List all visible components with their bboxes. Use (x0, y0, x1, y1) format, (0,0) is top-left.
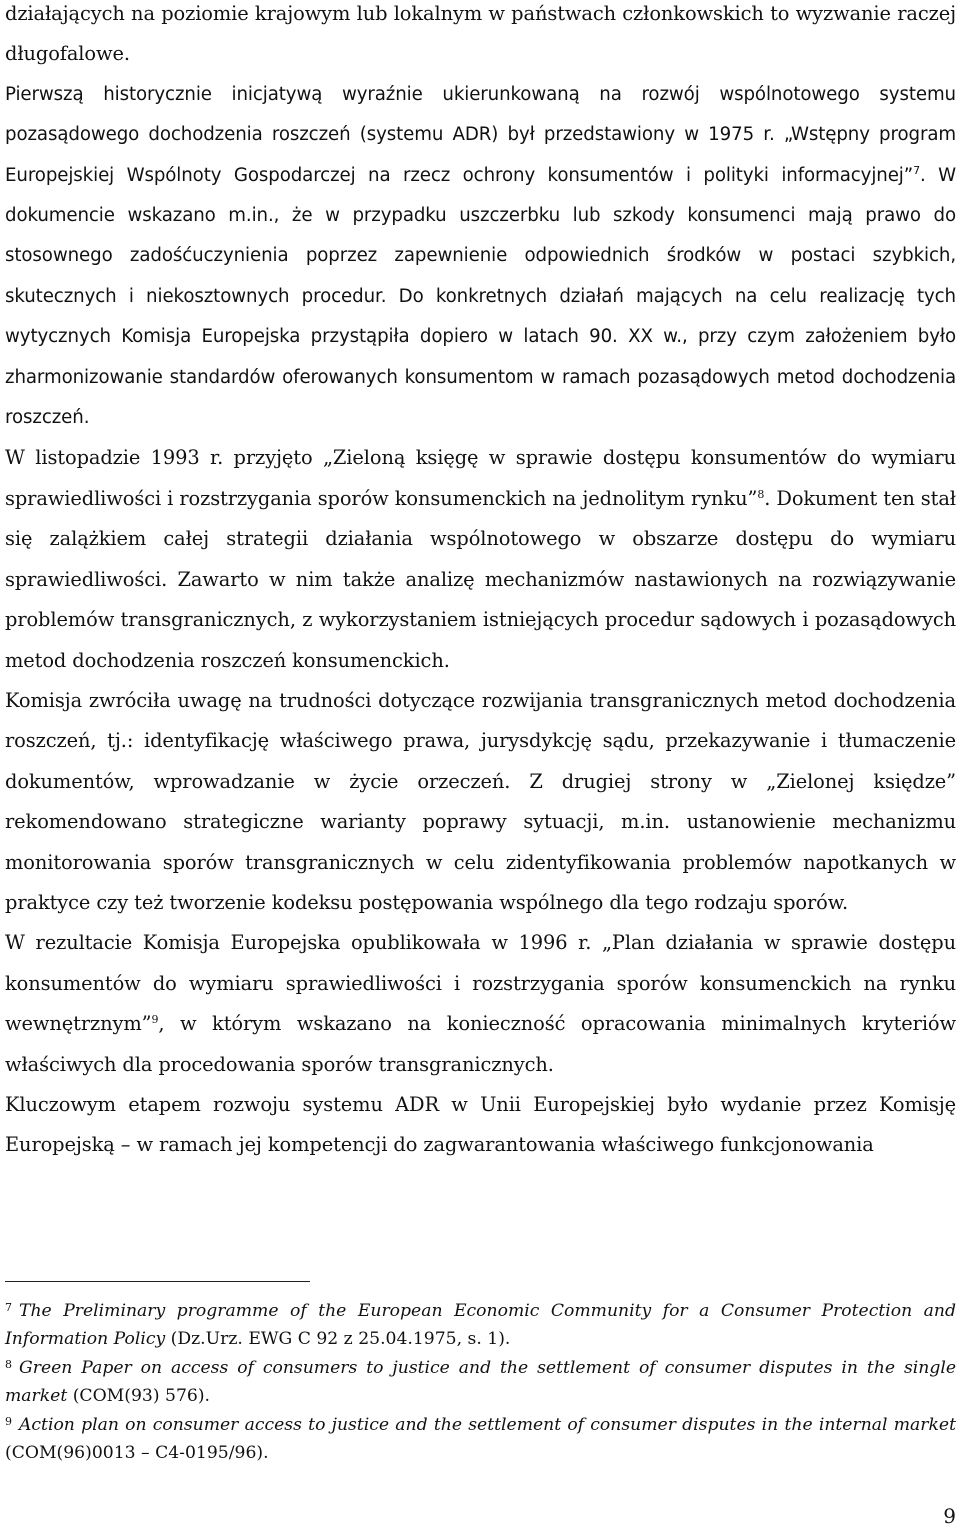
footnote-7 (5, 1297, 956, 1354)
footnote-ref-7[interactable]: 7 (913, 163, 920, 177)
main-text (5, 0, 956, 1166)
page-number: 9 (943, 1504, 956, 1528)
paragraph-green-paper (5, 438, 956, 680)
footnote-number: 8 (5, 1357, 12, 1371)
footnote-ref-8[interactable]: 8 (757, 487, 765, 501)
paragraph-key-stage (5, 1085, 956, 1166)
footnote-reference: (COM(93) 576). (67, 1386, 210, 1407)
footnote-9 (5, 1411, 956, 1468)
paragraph-text: . W dokumencie wskazano m.in., że w przypadku uszczerbku lub szkody konsumenci mają prawo do stosownego zadośćuczynienia poprzez zapewnienie odpowiednich środków w postaci szybkich, skutecznych i niekosztownych procedur. Do konkretnych działań mających na celu realizację tych wytycznych Komisja Europejska przystąpiła dopiero w latach 90. XX w., przy czym założeniem było zharmonizowanie standardów oferowanych konsumentom w ramach pozasądowych metod dochodzenia roszczeń. (5, 164, 956, 429)
footnotes (5, 1297, 956, 1467)
footnote-number: 9 (5, 1414, 12, 1428)
paragraph-text: , w którym wskazano na konieczność opracowania minimalnych kryteriów właściwych dla procedowania sporów transgranicznych. (5, 1012, 956, 1076)
paragraph-text: W listopadzie 1993 r. przyjęto „Zieloną księgę w sprawie dostępu konsumentów do wymiaru sprawiedliwości i rozstrzygania sporów konsumenckich na jednolitym rynku” (5, 446, 956, 510)
paragraph-commission-difficulties (5, 681, 956, 923)
paragraph-text: Komisja zwróciła uwagę na trudności dotyczące rozwijania transgranicznych metod dochodzenia roszczeń, tj.: identyfikację właściwego prawa, jurysdykcję sądu, przekazywanie i tłumaczenie dokumentów, wprowadzanie w życie orzeczeń. Z drugiej strony w „Zielonej księdze” rekomendowano strategiczne warianty poprawy sytuacji, m.in. ustanowienie mechanizmu monitorowania sporów transgranicznych w celu zidentyfikowania problemów napotkanych w praktyce czy też tworzenie kodeksu postępowania wspólnego dla tego rodzaju sporów. (5, 688, 956, 914)
paragraph-text: Pierwszą historycznie inicjatywą wyraźnie ukierunkowaną na rozwój wspólnotowego systemu pozasądowego dochodzenia roszczeń (systemu ADR) był przedstawiony w 1975 r. „Wstępny program Europejskiej Wspólnoty Gospodarczej na rzecz ochrony konsumentów i polityki informacyjnej” (5, 83, 956, 186)
footnote-number: 7 (5, 1301, 12, 1314)
paragraph-continuation (5, 0, 956, 75)
paragraph-text: działających na poziomie krajowym lub lokalnym w państwach członkowskich to wyzwanie raczej długofalowe. (5, 2, 956, 66)
footnote-title: Action plan on consumer access to justice and the settlement of consumer disputes in the internal market (19, 1414, 956, 1435)
footnote-separator (5, 1281, 310, 1282)
paragraph-text: . Dokument ten stał się zalążkiem całej strategii działania wspólnotowego w obszarze dostępu do wymiaru sprawiedliwości. Zawarto w nim także analizę mechanizmów nastawionych na rozwiązywanie problemów transgranicznych, z wykorzystaniem istniejących procedur sądowych i pozasądowych metod dochodzenia roszczeń konsumenckich. (5, 486, 956, 672)
paragraph-text: W rezultacie Komisja Europejska opublikowała w 1996 r. „Plan działania w sprawie dostępu konsumentów do wymiaru sprawiedliwości i rozstrzygania sporów konsumenckich na rynku wewnętrznym” (5, 931, 956, 1036)
document-page (5, 0, 956, 1537)
paragraph-1975-programme (5, 75, 956, 439)
footnote-title: Green Paper on access of consumers to justice and the settlement of consumer disputes in the single market (5, 1357, 956, 1407)
footnote-title: The Preliminary programme of the European Economic Community for a Consumer Protection and Information Policy (5, 1301, 956, 1350)
footnote-ref-9[interactable]: 9 (151, 1013, 159, 1027)
footnote-reference: (Dz.Urz. EWG C 92 z 25.04.1975, s. 1). (165, 1329, 511, 1350)
footnote-8 (5, 1354, 956, 1411)
footnote-reference: (COM(96)0013 – C4-0195/96). (5, 1443, 269, 1464)
paragraph-text: Kluczowym etapem rozwoju systemu ADR w Unii Europejskiej było wydanie przez Komisję Europejską – w ramach jej kompetencji do zagwarantowania właściwego funkcjonowania (5, 1092, 956, 1157)
paragraph-action-plan (5, 923, 956, 1085)
